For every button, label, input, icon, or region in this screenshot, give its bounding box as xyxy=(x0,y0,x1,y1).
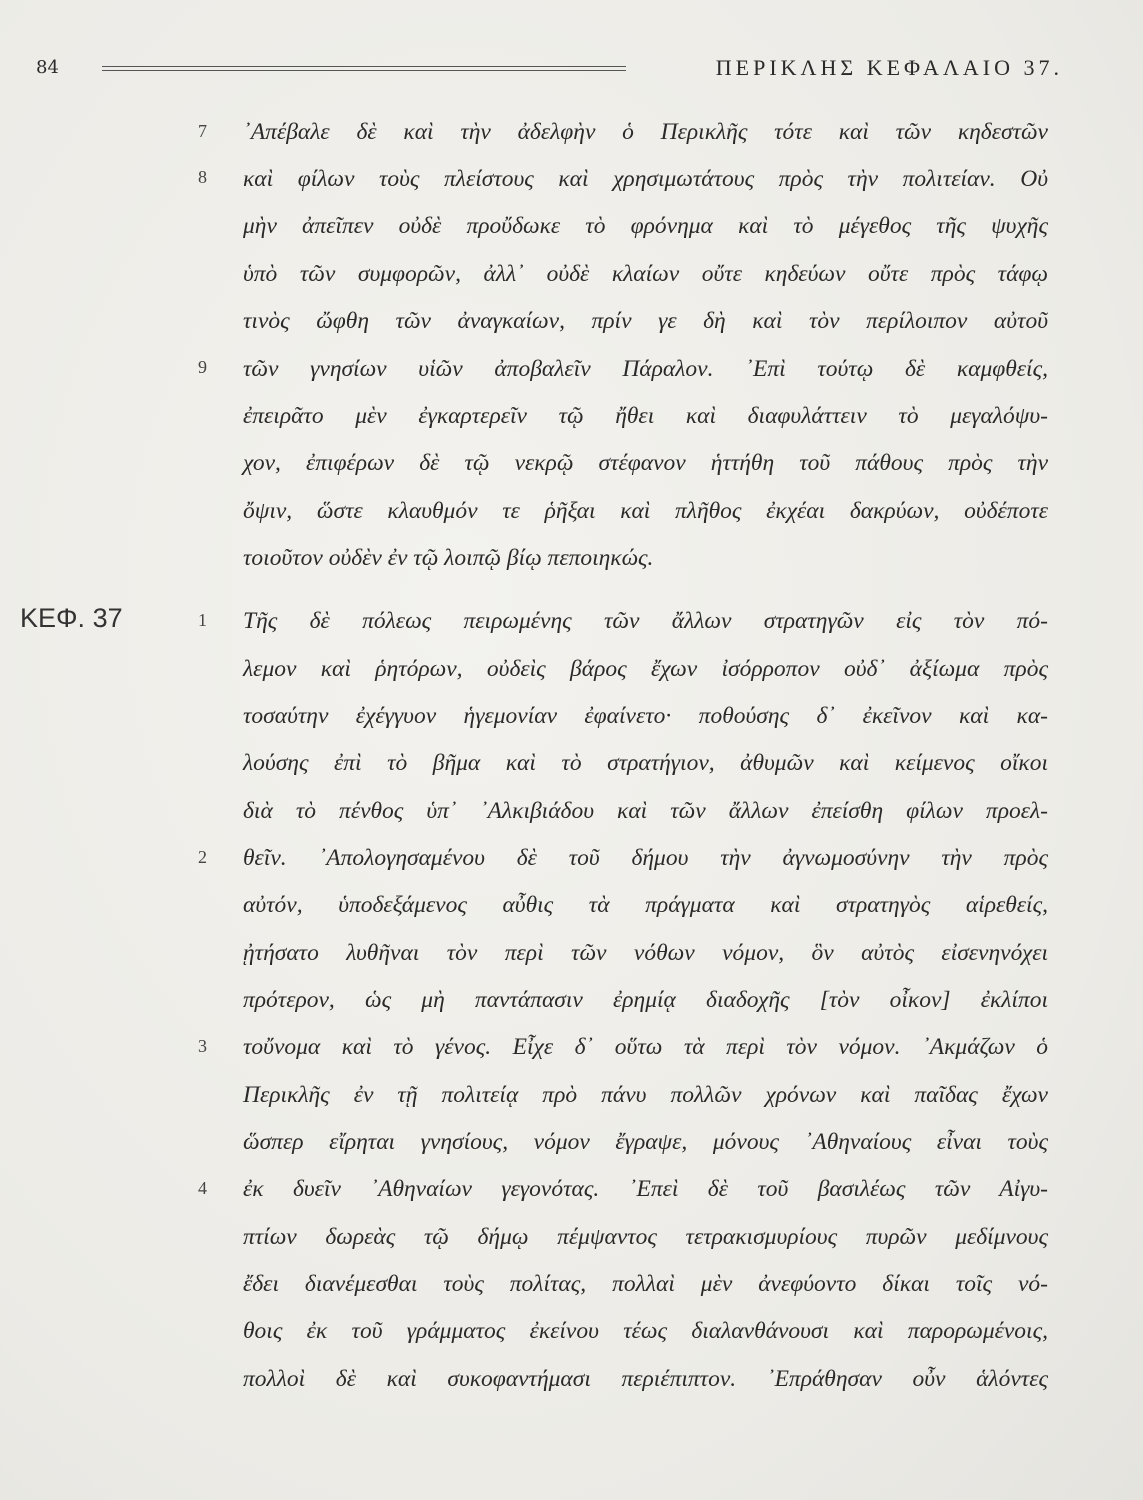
text-line: τινὸς ὤφθη τῶν ἀναγκαίων, πρίν γε δὴ καὶ τὸν περίλοιπον αὐτοῦ xyxy=(243,308,1048,334)
text-line: ἐκ δυεῖν ᾿Αθηναίων γεγονότας. ᾿Επεὶ δὲ τοῦ βασιλέως τῶν Αἰγυ- xyxy=(243,1176,1048,1202)
text-line: τοσαύτην ἐχέγγυον ἡγεμονίαν ἐφαίνετο· ποθούσης δ᾿ ἐκεῖνον καὶ κα- xyxy=(243,703,1048,729)
section-number: 7 xyxy=(198,121,207,141)
text-line: διὰ τὸ πένθος ὑπ᾿ ᾿Αλκιβιάδου καὶ τῶν ἄλλων ἐπείσθη φίλων προελ- xyxy=(243,798,1048,824)
section-number: 9 xyxy=(198,357,207,377)
text-line: θεῖν. ᾿Απολογησαμένου δὲ τοῦ δήμου τὴν ἀγνωμοσύνην τὴν πρὸς xyxy=(243,845,1048,871)
text-line: τῶν γνησίων υἱῶν ἀποβαλεῖν Πάραλον. ᾿Επὶ τούτῳ δὲ καμφθείς, xyxy=(243,356,1048,382)
page-number: 84 xyxy=(36,57,59,78)
section-number: 4 xyxy=(198,1178,207,1198)
text-line: τοιοῦτον οὐδὲν ἐν τῷ λοιπῷ βίῳ πεποιηκώς. xyxy=(243,545,654,571)
running-title: ΠΕΡΙΚΛΗΣ ΚΕΦΑΛΑΙΟ 37. xyxy=(715,55,1063,80)
section-number: 1 xyxy=(198,610,207,630)
text-line: ὥσπερ εἴρηται γνησίους, νόμον ἔγραψε, μόνους ᾿Αθηναίους εἶναι τοὺς xyxy=(243,1129,1048,1155)
chapter-label: ΚΕΦ. 37 xyxy=(20,603,123,633)
section-number: 3 xyxy=(198,1036,207,1056)
text-line: λούσης ἐπὶ τὸ βῆμα καὶ τὸ στρατήγιον, ἀθυμῶν καὶ κείμενος οἴκοι xyxy=(243,750,1048,776)
text-line: καὶ φίλων τοὺς πλείστους καὶ χρησιμωτάτους πρὸς τὴν πολιτείαν. Οὐ xyxy=(243,166,1048,192)
text-line: λεμον καὶ ῥητόρων, οὐδεὶς βάρος ἔχων ἰσόρροπον οὐδ᾿ ἀξίωμα πρὸς xyxy=(243,656,1048,682)
text-line: Περικλῆς ἐν τῇ πολιτείᾳ πρὸ πάνυ πολλῶν χρόνων καὶ παῖδας ἔχων xyxy=(243,1082,1048,1108)
text-line: πολλοὶ δὲ καὶ συκοφαντήμασι περιέπιπτον. ᾿Επράθησαν οὖν ἁλόντες xyxy=(243,1366,1048,1392)
section-number: 2 xyxy=(198,847,207,867)
text-line: πρότερον, ὡς μὴ παντάπασιν ἐρημίᾳ διαδοχῆς [τὸν οἶκον] ἐκλίποι xyxy=(243,987,1048,1013)
running-header xyxy=(36,55,1063,85)
header-rule xyxy=(102,66,626,67)
text-line: ἐπειρᾶτο μὲν ἐγκαρτερεῖν τῷ ἤθει καὶ διαφυλάττειν τὸ μεγαλόψυ- xyxy=(243,403,1048,429)
text-line: μὴν ἀπεῖπεν οὐδὲ προὔδωκε τὸ φρόνημα καὶ τὸ μέγεθος τῆς ψυχῆς xyxy=(243,213,1048,239)
text-line: χον, ἐπιφέρων δὲ τῷ νεκρῷ στέφανον ἡττήθη τοῦ πάθους πρὸς τὴν xyxy=(243,450,1048,476)
text-line: ὑπὸ τῶν συμφορῶν, ἀλλ᾿ οὐδὲ κλαίων οὔτε κηδεύων οὔτε πρὸς τάφῳ xyxy=(243,261,1048,287)
text-line: Τῆς δὲ πόλεως πειρωμένης τῶν ἄλλων στρατηγῶν εἰς τὸν πό- xyxy=(243,608,1048,634)
section-number: 8 xyxy=(198,167,207,187)
text-line: ἔδει διανέμεσθαι τοὺς πολίτας, πολλαὶ μὲν ἀνεφύοντο δίκαι τοῖς νό- xyxy=(243,1271,1048,1297)
header-rule xyxy=(102,70,626,71)
text-line: τοὔνομα καὶ τὸ γένος. Εἶχε δ᾿ οὕτω τὰ περὶ τὸν νόμον. ᾿Ακμάζων ὁ xyxy=(243,1034,1048,1060)
text-line: πτίων δωρεὰς τῷ δήμῳ πέμψαντος τετρακισμυρίους πυρῶν μεδίμνους xyxy=(243,1224,1048,1250)
text-line: ᾿Απέβαλε δὲ καὶ τὴν ἀδελφὴν ὁ Περικλῆς τότε καὶ τῶν κηδεστῶν xyxy=(243,119,1048,145)
text-line: αὐτόν, ὑποδεξάμενος αὖθις τὰ πράγματα καὶ στρατηγὸς αἱρεθείς, xyxy=(243,892,1048,918)
text-line: ὄψιν, ὥστε κλαυθμόν τε ῥῆξαι καὶ πλῆθος ἐκχέαι δακρύων, οὐδέποτε xyxy=(243,498,1048,524)
text-line: θοις ἐκ τοῦ γράμματος ἐκείνου τέως διαλανθάνουσι καὶ παρορωμένοις, xyxy=(243,1318,1048,1344)
text-line: ᾐτήσατο λυθῆναι τὸν περὶ τῶν νόθων νόμον, ὃν αὐτὸς εἰσενηνόχει xyxy=(243,940,1048,966)
